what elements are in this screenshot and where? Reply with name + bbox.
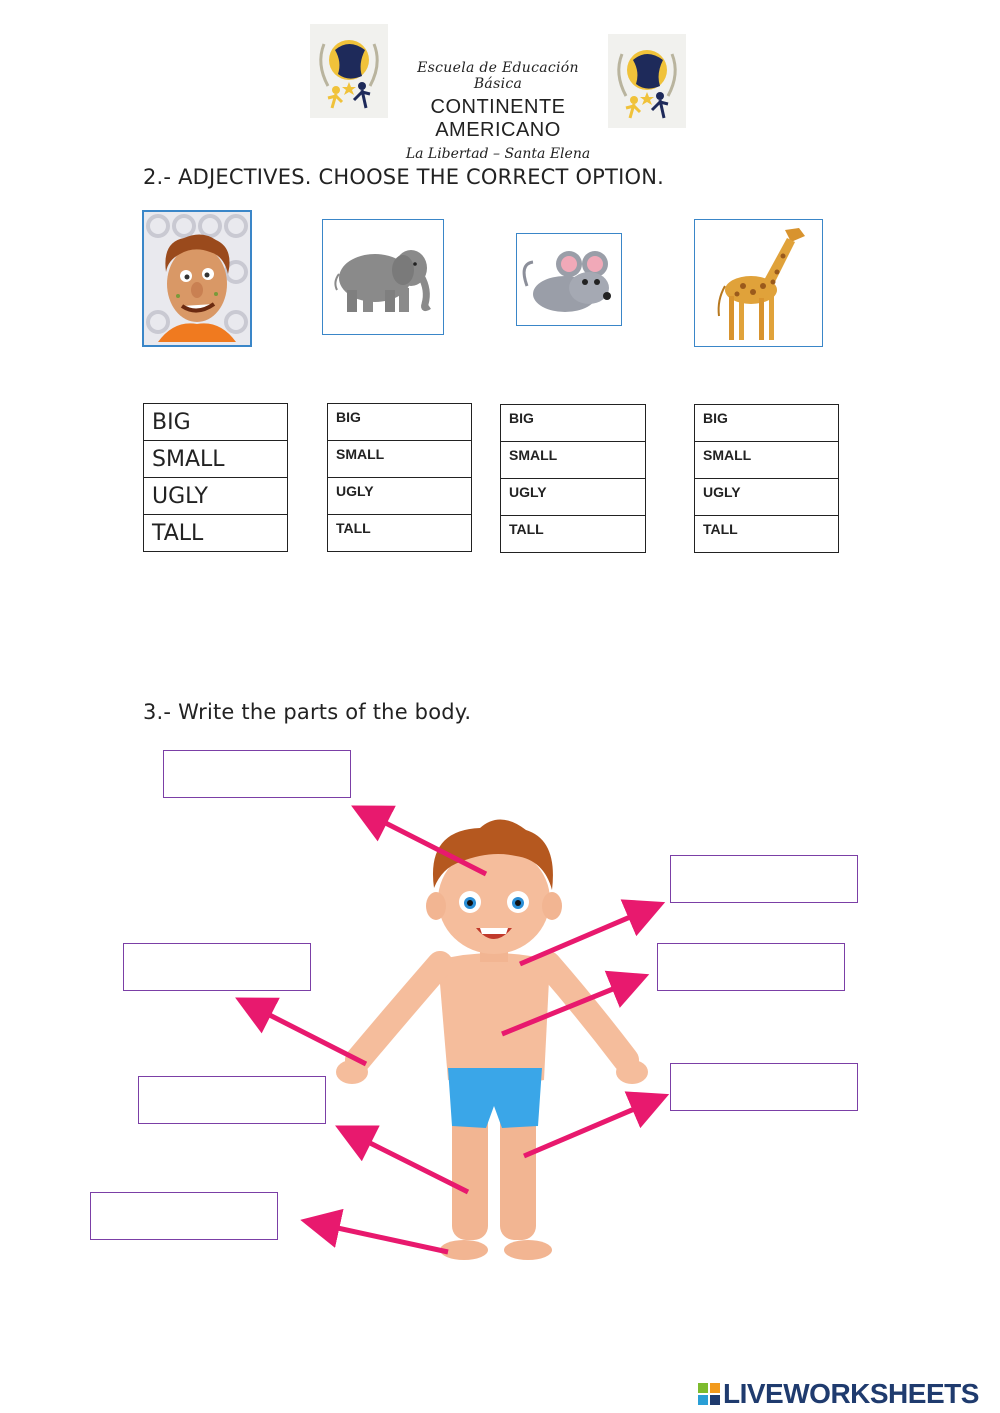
answer-box-1[interactable] [163,750,351,798]
answer-box-6[interactable] [670,1063,858,1111]
liveworksheets-mark-icon [698,1383,720,1405]
answer-box-2[interactable] [670,855,858,903]
liveworksheets-brand: LIVEWORKSHEETS [723,1378,979,1409]
option-tall[interactable]: TALL [144,515,288,552]
option-small[interactable]: SMALL [328,441,472,478]
option-ugly[interactable]: UGLY [328,478,472,515]
option-big[interactable]: BIG [501,405,646,442]
answer-box-3[interactable] [123,943,311,991]
option-ugly[interactable]: UGLY [695,479,839,516]
liveworksheets-logo [698,1378,979,1410]
option-small[interactable]: SMALL [695,442,839,479]
school-line-3: La Libertad – Santa Elena [405,146,591,162]
answer-box-5[interactable] [138,1076,326,1124]
arrow-foot [310,1222,448,1252]
option-small[interactable]: SMALL [144,441,288,478]
arrow-chest [502,978,640,1034]
arrow-hand [524,1098,660,1156]
school-line-1: Escuela de Educación Básica [417,60,579,92]
arrow-leg [344,1130,468,1192]
answer-box-7[interactable] [90,1192,278,1240]
arrow-arm [244,1002,366,1064]
school-line-2: CONTINENTE AMERICANO [430,96,566,141]
option-big[interactable]: BIG [144,404,288,441]
arrow-face [520,906,656,964]
arrow-hair [360,810,486,874]
section-3-title: 3.- Write the parts of the body. [143,700,472,724]
option-ugly[interactable]: UGLY [144,478,288,515]
option-ugly[interactable]: UGLY [501,479,646,516]
section-2-title: 2.- ADJECTIVES. CHOOSE THE CORRECT OPTION. [143,165,664,189]
option-tall[interactable]: TALL [501,516,646,553]
option-big[interactable]: BIG [328,404,472,441]
option-tall[interactable]: TALL [328,515,472,552]
option-tall[interactable]: TALL [695,516,839,553]
option-big[interactable]: BIG [695,405,839,442]
answer-box-4[interactable] [657,943,845,991]
option-small[interactable]: SMALL [501,442,646,479]
